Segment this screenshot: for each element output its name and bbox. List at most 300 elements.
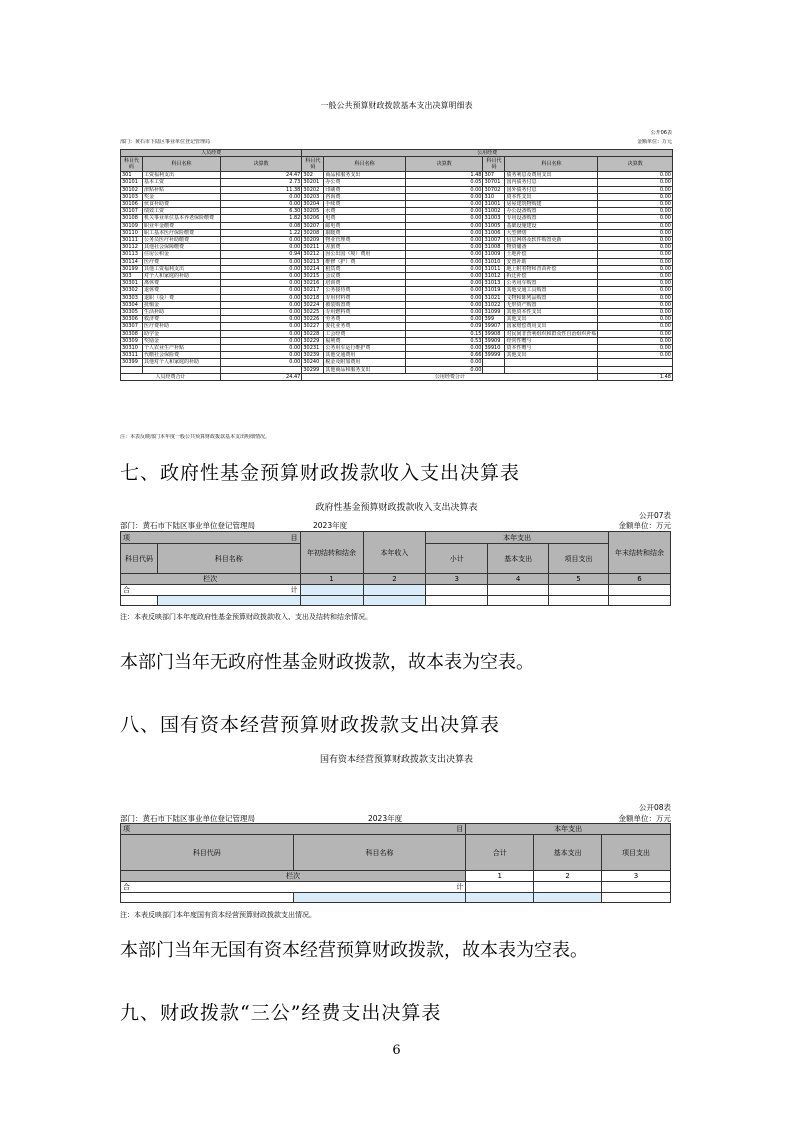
name-cell: 工资福利支出: [142, 172, 220, 179]
code-cell: 30102: [121, 186, 143, 193]
name-cell: 大型修缮: [505, 229, 598, 236]
name-cell: 国家赔偿费用支出: [505, 323, 598, 330]
empty-cell: [363, 596, 426, 606]
name-cell: 奖金: [142, 193, 220, 200]
name-cell: 公务员医疗补助缴费: [142, 237, 220, 244]
code-cell: 30204: [302, 201, 324, 208]
code-cell: 30103: [121, 193, 143, 200]
name-cell: 经常性赠与: [505, 337, 598, 344]
code-cell: 30109: [121, 222, 143, 229]
amount-cell: 0.00: [220, 316, 301, 323]
code-cell: 30224: [302, 301, 324, 308]
code-cell: 307: [483, 172, 505, 179]
amount-cell: 0.00: [406, 193, 483, 200]
total-left: 合: [123, 586, 130, 594]
amount-cell: 0.00: [220, 359, 301, 366]
code-cell: 30239: [302, 352, 324, 359]
total-right: 计: [290, 586, 298, 594]
amount-cell: 0.00: [406, 215, 483, 222]
amount-cell: 0.00: [220, 193, 301, 200]
seq-label: 栏次: [121, 871, 466, 882]
amount-cell: 0.00: [598, 345, 673, 352]
code-cell: 30199: [121, 265, 143, 272]
table1-row: [121, 301, 673, 308]
table1-row: [121, 215, 673, 222]
section8-table-title: 国有资本经营预算财政拨款支出决算表: [319, 755, 473, 765]
table1-row: [121, 273, 673, 280]
seq-cell: 2: [534, 871, 602, 882]
amount-cell: 0.00: [406, 273, 483, 280]
personnel-total-label: 人员经费合计: [121, 373, 221, 380]
code-cell: 301: [121, 172, 143, 179]
total-cell: [426, 585, 488, 596]
name-cell: 因公出国（境）费用: [324, 251, 406, 258]
name-cell: 土地补偿: [505, 251, 598, 258]
amount-cell: 0.00: [406, 244, 483, 251]
public-total-label: 公用经费合计: [302, 373, 598, 380]
total-cell: [534, 882, 602, 893]
end-balance-header: 年末结转和结余: [608, 532, 670, 574]
code-cell: 31022: [483, 301, 505, 308]
code-cell: 30306: [121, 316, 143, 323]
name-cell: 其他资本性支出: [505, 309, 598, 316]
code-cell: 31011: [483, 265, 505, 272]
amount-cell: 0.00: [598, 265, 673, 272]
name-cell: 其他对个人和家庭的补助: [142, 359, 220, 366]
begin-balance-header: 年初结转和结余: [300, 532, 363, 574]
code-cell: 30231: [302, 345, 324, 352]
income-header: 本年收入: [363, 532, 426, 574]
name-cell: 抚恤金: [142, 301, 220, 308]
code-cell: 30213: [302, 258, 324, 265]
table1-row: [121, 280, 673, 287]
amount-cell: 0.00: [406, 280, 483, 287]
section7-note: 注：本表反映部门本年度政府性基金预算财政拨款收入、支出及结转和结余情况。: [120, 613, 372, 621]
amount-cell: 0.00: [598, 172, 673, 179]
table1-body: [121, 172, 673, 374]
section7-table-title: 政府性基金预算财政拨款收入支出决算表: [315, 503, 478, 513]
code-cell: 31019: [483, 287, 505, 294]
table1-row: [121, 287, 673, 294]
total-cell: [466, 882, 534, 893]
table1-row: [121, 222, 673, 229]
amount-cell: 0.00: [406, 294, 483, 301]
col-name: 科目名称: [505, 157, 598, 172]
code-cell: 30107: [121, 208, 143, 215]
code-cell: 30240: [302, 359, 324, 366]
table1-unit: 金额单位：万元: [636, 139, 672, 145]
amount-cell: 0.00: [598, 251, 673, 258]
amount-cell: 0.00: [598, 237, 673, 244]
code-cell: 30702: [483, 186, 505, 193]
section7-year: 2023年度: [313, 521, 348, 530]
project-header: 项目支出: [602, 835, 671, 871]
seq-cell: 4: [488, 574, 549, 585]
name-cell: 文物和陈列品购置: [505, 294, 598, 301]
seq-cell: 1: [466, 871, 534, 882]
section7-heading: 七、政府性基金预算财政拨款收入支出决算表: [120, 462, 521, 484]
amount-cell: 0.53: [406, 337, 483, 344]
code-cell: 30216: [302, 280, 324, 287]
col-code: 科目代码: [121, 157, 143, 172]
code-cell: 30307: [121, 323, 143, 330]
code-cell: 310: [483, 193, 505, 200]
amount-cell: 0.00: [220, 265, 301, 272]
table1-row: [121, 359, 673, 366]
name-cell: 委托业务费: [324, 323, 406, 330]
name-cell: 基础设施建设: [505, 222, 598, 229]
table1-row: [121, 337, 673, 344]
code-cell: [483, 366, 505, 373]
total-left: 合: [123, 883, 130, 891]
name-cell: 会议费: [324, 273, 406, 280]
amount-cell: 0.00: [406, 201, 483, 208]
table1-row: [121, 208, 673, 215]
name-cell: 对民间非营利组织和群众性自治组织补贴: [506, 330, 597, 337]
name-cell: 电费: [324, 215, 406, 222]
amount-cell: [598, 359, 673, 366]
amount-cell: 0.00: [598, 208, 673, 215]
code-cell: 30310: [121, 345, 143, 352]
table1-row: [121, 172, 673, 179]
code-cell: 30215: [302, 273, 324, 280]
amount-cell: 0.00: [406, 265, 483, 272]
amount-cell: 11.38: [220, 186, 301, 193]
amount-cell: 0.00: [598, 309, 673, 316]
amount-cell: 0.00: [598, 352, 673, 359]
seq-cell: 2: [363, 574, 426, 585]
amount-cell: 0.00: [598, 186, 673, 193]
code-cell: 30211: [302, 244, 324, 251]
name-cell: 代缴社会保险费: [142, 352, 220, 359]
amount-cell: 0.00: [598, 330, 673, 337]
amount-cell: 1.22: [220, 229, 301, 236]
amount-cell: 0.00: [220, 244, 301, 251]
name-cell: [505, 359, 598, 366]
total-cell: [602, 882, 671, 893]
amount-cell: 0.00: [598, 273, 673, 280]
table1-row: [121, 330, 673, 337]
amount-cell: 0.00: [220, 301, 301, 308]
amount-cell: 0.00: [598, 337, 673, 344]
table1-title: 一般公共预算财政拨款基本支出决算明细表: [320, 101, 473, 110]
name-cell: [505, 366, 598, 373]
name-cell: 地上附着物和青苗补偿: [505, 265, 598, 272]
code-cell: 31006: [483, 229, 505, 236]
section8-paragraph: 本部门当年无国有资本经营预算财政拨款，故本表为空表。: [120, 940, 588, 961]
name-cell: 维修（护）费: [324, 258, 406, 265]
name-cell: 个人农业生产补贴: [142, 345, 220, 352]
amount-cell: 0.00: [598, 301, 673, 308]
section8-note: 注：本表反映部门本年度国有资本经营预算财政拨款支出情况。: [120, 911, 316, 919]
name-cell: 公务用车运行维护费: [324, 345, 406, 352]
amount-cell: 0.00: [406, 186, 483, 193]
amount-cell: 0.08: [220, 222, 301, 229]
personnel-total: 24.47: [220, 373, 301, 380]
amount-cell: 24.47: [220, 172, 301, 179]
name-cell: 债务利息及费用支出: [505, 172, 598, 179]
code-header: 科目代码: [121, 835, 294, 871]
name-cell: 奖励金: [142, 337, 220, 344]
name-cell: 租赁费: [324, 265, 406, 272]
code-cell: 31008: [483, 244, 505, 251]
total-cell: [300, 585, 363, 596]
personnel-header: 人员经费: [121, 150, 302, 157]
name-cell: 水费: [324, 208, 406, 215]
code-cell: 30203: [302, 193, 324, 200]
amount-cell: 0.00: [598, 316, 673, 323]
name-cell: 物资储备: [505, 244, 598, 251]
name-cell: 国外债务付息: [505, 186, 598, 193]
code-cell: 31002: [483, 208, 505, 215]
section7-form-no: 公开07表: [638, 511, 671, 520]
code-cell: 30209: [302, 237, 324, 244]
amount-cell: 0.00: [598, 193, 673, 200]
code-cell: 31013: [483, 280, 505, 287]
code-cell: 31005: [483, 222, 505, 229]
name-cell: 基本工资: [142, 179, 220, 186]
code-cell: 30101: [121, 179, 143, 186]
code-cell: 30218: [302, 294, 324, 301]
seq-cell: 3: [426, 574, 488, 585]
table1-row: [121, 352, 673, 359]
mu-label: 目: [290, 533, 298, 542]
name-cell: 其他交通费用: [324, 352, 406, 359]
table1-row: [121, 323, 673, 330]
name-cell: 其他商品和服务支出: [324, 366, 406, 373]
name-cell: 咨询费: [324, 193, 406, 200]
code-cell: 30112: [121, 244, 143, 251]
amount-cell: 0.00: [220, 237, 301, 244]
amount-cell: [598, 366, 673, 373]
name-cell: 津贴补贴: [142, 186, 220, 193]
amount-cell: 0.00: [220, 337, 301, 344]
amount-cell: 0.66: [406, 352, 483, 359]
table1-row: [121, 193, 673, 200]
section8-unit: 金额单位：万元: [618, 814, 671, 823]
col-code: 科目代码: [483, 157, 505, 172]
empty-cell: [466, 893, 534, 903]
name-cell: 取暖费: [324, 229, 406, 236]
code-cell: 31007: [483, 237, 505, 244]
name-cell: 工会经费: [324, 330, 406, 337]
basic-header: 基本支出: [488, 544, 549, 574]
amount-cell: 0.00: [220, 330, 301, 337]
name-cell: 差旅费: [324, 244, 406, 251]
code-cell: 30299: [302, 366, 324, 373]
col-amount: 决算数: [598, 157, 673, 172]
section8-year: 2023年度: [368, 814, 403, 823]
section8-form-no: 公开08表: [638, 803, 671, 812]
amount-cell: [220, 366, 301, 373]
amount-cell: 0.00: [406, 287, 483, 294]
name-cell: 培训费: [324, 280, 406, 287]
code-cell: 30701: [483, 179, 505, 186]
code-cell: 31099: [483, 309, 505, 316]
code-cell: 30226: [302, 316, 324, 323]
name-cell: 对个人和家庭的补助: [142, 273, 220, 280]
name-cell: 机关事业单位基本养老保险缴费: [142, 215, 220, 222]
amount-cell: 0.00: [220, 352, 301, 359]
code-cell: 31003: [483, 215, 505, 222]
basic-header: 基本支出: [534, 835, 602, 871]
amount-cell: 0.00: [598, 287, 673, 294]
code-cell: 30111: [121, 237, 143, 244]
total-header: 合计: [466, 835, 534, 871]
amount-cell: 0.00: [406, 251, 483, 258]
name-cell: 安置补助: [505, 258, 598, 265]
table1-row: [121, 186, 673, 193]
code-cell: 39907: [483, 323, 505, 330]
name-cell: 无形资产购置: [505, 301, 598, 308]
amount-cell: 0.00: [598, 258, 673, 265]
col-amount: 决算数: [220, 157, 301, 172]
name-cell: 福利费: [324, 337, 406, 344]
amount-cell: 0.00: [406, 366, 483, 373]
empty-cell: [534, 893, 602, 903]
code-cell: 31009: [483, 251, 505, 258]
code-cell: 30301: [121, 280, 143, 287]
seq-cell: 1: [300, 574, 363, 585]
table1-row: [121, 179, 673, 186]
name-cell: 离休费: [142, 280, 220, 287]
amount-cell: 2.73: [220, 179, 301, 186]
code-cell: 30225: [302, 309, 324, 316]
table1-form-no: 公开06表: [650, 130, 672, 136]
code-cell: 30212: [302, 251, 324, 258]
code-cell: 31010: [483, 258, 505, 265]
amount-cell: 0.00: [406, 301, 483, 308]
amount-cell: 0.00: [406, 208, 483, 215]
col-code: 科目代码: [302, 157, 324, 172]
code-cell: 30108: [121, 215, 143, 222]
code-cell: 30304: [121, 301, 143, 308]
code-cell: 30114: [121, 258, 143, 265]
empty-cell: [602, 893, 671, 903]
code-cell: 30110: [121, 229, 143, 236]
code-cell: 30217: [302, 287, 324, 294]
code-cell: 39999: [483, 352, 505, 359]
name-cell: 医疗费补助: [142, 323, 220, 330]
empty-cell: [608, 596, 670, 606]
code-cell: 30309: [121, 337, 143, 344]
amount-cell: 0.00: [220, 309, 301, 316]
code-cell: 39909: [483, 337, 505, 344]
year-expense-header: 本年支出: [466, 824, 671, 835]
amount-cell: 0.00: [598, 229, 673, 236]
code-cell: 39908: [483, 330, 505, 337]
code-cell: 30202: [302, 186, 324, 193]
amount-cell: 0.00: [406, 222, 483, 229]
table1-row: [121, 258, 673, 265]
table1-row: [121, 244, 673, 251]
amount-cell: 1.48: [406, 172, 483, 179]
amount-cell: 0.00: [220, 201, 301, 208]
amount-cell: 0.00: [598, 201, 673, 208]
name-cell: 其他支出: [505, 316, 598, 323]
amount-cell: 0.00: [598, 179, 673, 186]
empty-cell: [426, 596, 488, 606]
total-right: 计: [456, 883, 464, 891]
code-cell: 30228: [302, 330, 324, 337]
total-cell: [549, 585, 609, 596]
name-cell: 公务用车购置: [505, 280, 598, 287]
col-name: 科目名称: [142, 157, 220, 172]
code-cell: 31001: [483, 201, 505, 208]
name-cell: 专用设备购置: [505, 215, 598, 222]
code-cell: 31021: [483, 294, 505, 301]
code-cell: 31012: [483, 273, 505, 280]
amount-cell: 0.00: [220, 258, 301, 265]
code-cell: 30208: [302, 229, 324, 236]
table1-row: [121, 345, 673, 352]
amount-cell: 0.00: [406, 309, 483, 316]
section7-unit: 金额单位：万元: [618, 521, 671, 530]
name-cell: 伙食补助费: [142, 201, 220, 208]
expense-header: 本年支出: [426, 532, 609, 544]
name-cell: 物业管理费: [324, 237, 406, 244]
seq-cell: 5: [549, 574, 609, 585]
table1-row: [121, 265, 673, 272]
amount-cell: 0.00: [406, 345, 483, 352]
name-header: 科目名称: [157, 544, 300, 574]
name-cell: 印刷费: [324, 186, 406, 193]
name-cell: 税金及附加费用: [324, 359, 406, 366]
name-cell: 救济费: [142, 316, 220, 323]
code-header: 科目代码: [121, 544, 158, 574]
item-label: 项: [123, 533, 130, 542]
code-cell: 30201: [302, 179, 324, 186]
code-cell: 30227: [302, 323, 324, 330]
name-cell: 邮电费: [324, 222, 406, 229]
amount-cell: 0.09: [406, 323, 483, 330]
name-cell: 信息网络及软件购置更新: [505, 237, 598, 244]
section8-dept: 部门：黄石市下陆区事业单位登记管理局: [120, 814, 255, 823]
name-cell: 被装购置费: [324, 301, 406, 308]
empty-cell: [293, 893, 466, 903]
subtotal-header: 小计: [426, 544, 488, 574]
name-cell: 医疗费: [142, 258, 220, 265]
amount-cell: 1.82: [220, 215, 301, 222]
seq-cell: 3: [602, 871, 671, 882]
code-cell: 30106: [121, 201, 143, 208]
amount-cell: 0.00: [598, 244, 673, 251]
name-cell: [142, 366, 220, 373]
amount-cell: 0.94: [220, 251, 301, 258]
empty-cell: [300, 596, 363, 606]
section8-heading: 八、国有资本经营预算财政拨款支出决算表: [120, 714, 501, 736]
amount-cell: 0.00: [220, 273, 301, 280]
name-cell: 国内债务付息: [505, 179, 598, 186]
name-cell: 办公设备购置: [505, 208, 598, 215]
table1-row: [121, 201, 673, 208]
table1-row: [121, 309, 673, 316]
code-cell: 30214: [302, 265, 324, 272]
code-cell: 30206: [302, 215, 324, 222]
code-cell: 30308: [121, 330, 143, 337]
amount-cell: 0.00: [406, 258, 483, 265]
code-cell: 302: [302, 172, 324, 179]
name-cell: 其他支出: [505, 352, 598, 359]
name-cell: 公务接待费: [324, 287, 406, 294]
section7-paragraph: 本部门当年无政府性基金财政拨款，故本表为空表。: [120, 652, 534, 673]
name-cell: 助学金: [142, 330, 220, 337]
code-cell: 30311: [121, 352, 143, 359]
code-cell: 39910: [483, 345, 505, 352]
amount-cell: 0.00: [598, 222, 673, 229]
amount-cell: 0.00: [406, 229, 483, 236]
section7-dept: 部门：黄石市下陆区事业单位登记管理局: [120, 521, 255, 530]
